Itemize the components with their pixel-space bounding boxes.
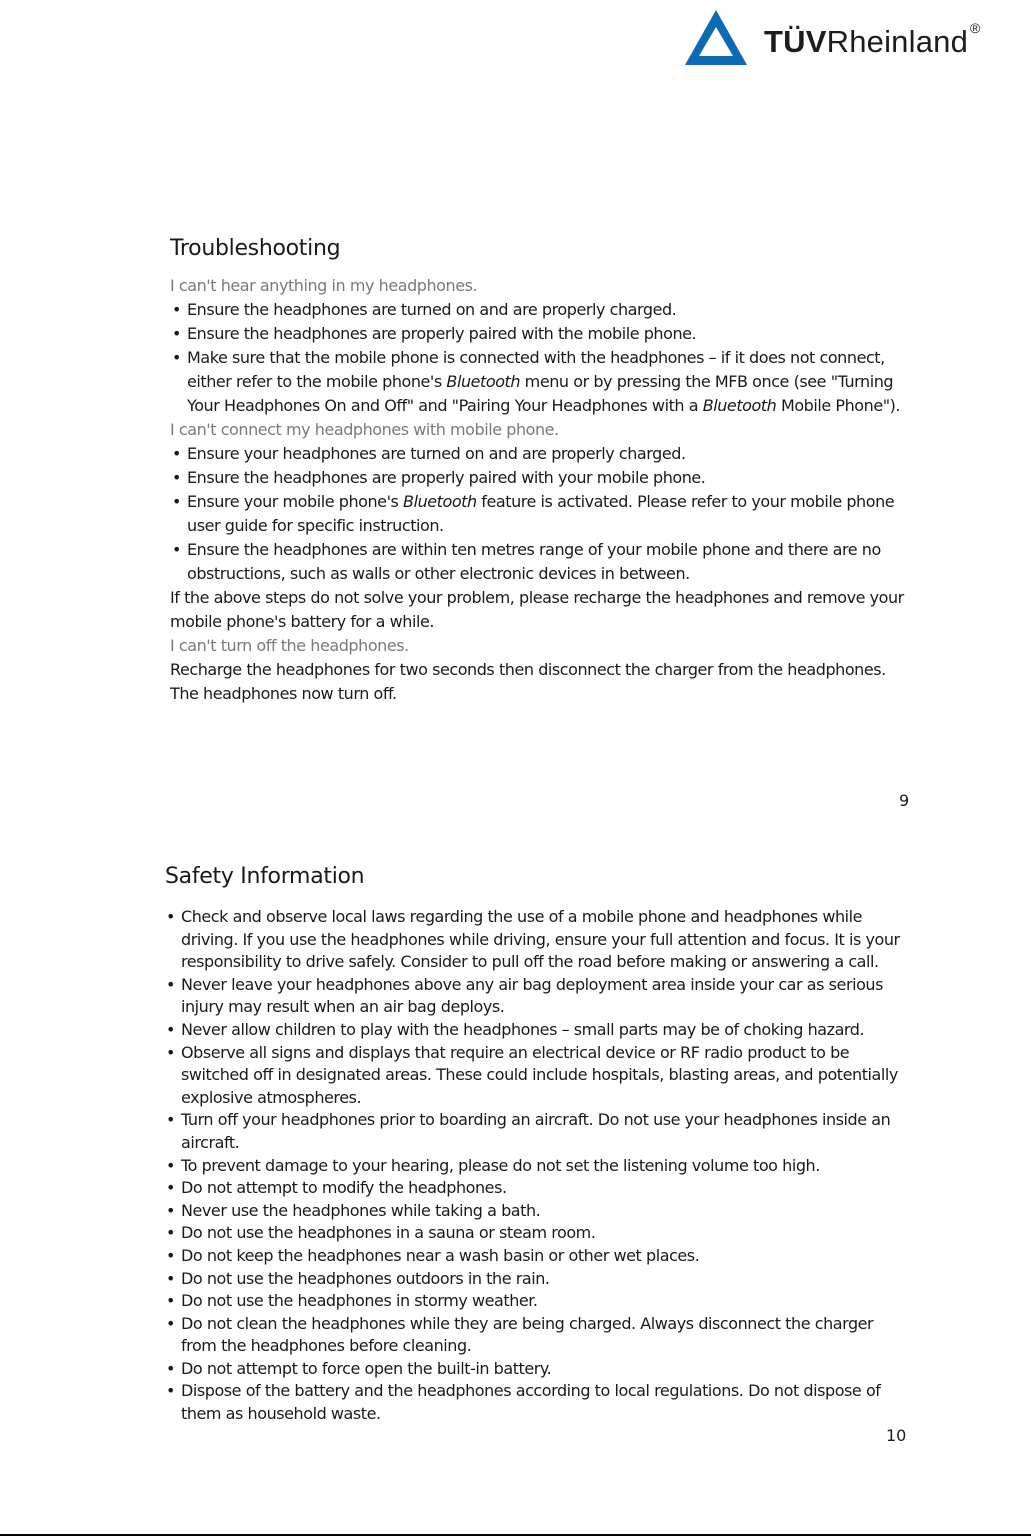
list-item: • Ensure the headphones are properly paired with your mobile phone. bbox=[170, 466, 915, 490]
list-item-text: Ensure your mobile phone's bbox=[187, 492, 404, 511]
logo-wordmark bbox=[764, 20, 981, 60]
list-item: • Do not clean the headphones while they are being charged. Always disconnect the charger from the headphones before cleaning. bbox=[165, 1313, 910, 1358]
page-number: 9 bbox=[899, 791, 910, 810]
list-item bbox=[170, 346, 915, 418]
turn-off-answer: Recharge the headphones for two seconds then disconnect the charger from the headphones. The headphones now turn off. bbox=[170, 660, 886, 703]
bluetooth-term: Bluetooth bbox=[702, 396, 777, 415]
safety-title: Safety Information bbox=[165, 864, 365, 889]
list-item: • Ensure the headphones are within ten metres range of your mobile phone and there are no obstructions, such as walls or other electronic devices in between. bbox=[170, 538, 915, 586]
logo-brand-bold: TÜV bbox=[764, 24, 827, 59]
list-item-text: Mobile Phone"). bbox=[776, 396, 901, 415]
logo-brand-regular: Rheinland bbox=[826, 24, 969, 59]
list-item: • Do not attempt to modify the headphones. bbox=[165, 1177, 910, 1200]
list-item-text: feature is activated. Please refer to your mobile phone user guide for specific instruction. bbox=[187, 492, 895, 535]
bluetooth-term: Bluetooth bbox=[446, 372, 521, 391]
troubleshooting-title: Troubleshooting bbox=[170, 236, 341, 261]
list-item-text: Make sure that the mobile phone is connected with the headphones – if it does not connect, either refer to the mobile phone's bbox=[187, 348, 885, 391]
list-item: • Ensure the headphones are properly paired with the mobile phone. bbox=[170, 322, 915, 346]
question-cannot-turn-off: I can't turn off the headphones. bbox=[170, 636, 409, 655]
list-item: • Do not use the headphones outdoors in the rain. bbox=[165, 1268, 910, 1291]
safety-list bbox=[165, 906, 910, 1426]
registered-mark: ® bbox=[970, 20, 981, 36]
list-item: • Ensure the headphones are turned on and are properly charged. bbox=[170, 298, 915, 322]
recharge-note: If the above steps do not solve your problem, please recharge the headphones and remove your mobile phone's battery for a while. bbox=[170, 588, 904, 631]
no-sound-list bbox=[170, 298, 915, 418]
question-no-sound: I can't hear anything in my headphones. bbox=[170, 276, 478, 295]
list-item: • Do not attempt to force open the built-in battery. bbox=[165, 1358, 910, 1381]
bluetooth-term: Bluetooth bbox=[403, 492, 477, 511]
tuv-rheinland-logo bbox=[683, 8, 1013, 68]
list-item: • Never leave your headphones above any air bag deployment area inside your car as serious injury may result when an air bag deploys. bbox=[165, 974, 910, 1019]
list-item: • Do not use the headphones in a sauna or steam room. bbox=[165, 1222, 910, 1245]
troubleshooting-section bbox=[170, 234, 915, 706]
cannot-connect-list bbox=[170, 442, 915, 586]
list-item: • Ensure your headphones are turned on and are properly charged. bbox=[170, 442, 915, 466]
safety-section bbox=[165, 862, 910, 1426]
list-item bbox=[170, 490, 915, 538]
list-item: • Never allow children to play with the headphones – small parts may be of choking hazard. bbox=[165, 1019, 910, 1042]
list-item: • Do not keep the headphones near a wash basin or other wet places. bbox=[165, 1245, 910, 1268]
page-number: 10 bbox=[886, 1426, 907, 1445]
list-item: • Never use the headphones while taking a bath. bbox=[165, 1200, 910, 1223]
list-item: • Observe all signs and displays that require an electrical device or RF radio product to be switched off in designated areas. These could include hospitals, blasting areas, and potentially explosive atmospheres. bbox=[165, 1042, 910, 1110]
list-item: • Turn off your headphones prior to boarding an aircraft. Do not use your headphones inside an aircraft. bbox=[165, 1109, 910, 1154]
list-item: • To prevent damage to your hearing, please do not set the listening volume too high. bbox=[165, 1155, 910, 1178]
list-item-text: menu or by pressing the MFB once (see "Turning Your Headphones On and Off" and "Pairing Your Headphones with a bbox=[187, 372, 894, 415]
bottom-divider bbox=[0, 1534, 1031, 1536]
tuv-triangle-icon bbox=[683, 8, 749, 68]
question-cannot-connect: I can't connect my headphones with mobile phone. bbox=[170, 420, 559, 439]
list-item: • Do not use the headphones in stormy weather. bbox=[165, 1290, 910, 1313]
list-item: • Check and observe local laws regarding the use of a mobile phone and headphones while driving. If you use the headphones while driving, ensure your full attention and focus. It is your responsibility to drive safely. Consider to pull off the road before making or answering a call. bbox=[165, 906, 910, 974]
list-item: • Dispose of the battery and the headphones according to local regulations. Do not dispose of them as household waste. bbox=[165, 1380, 910, 1425]
